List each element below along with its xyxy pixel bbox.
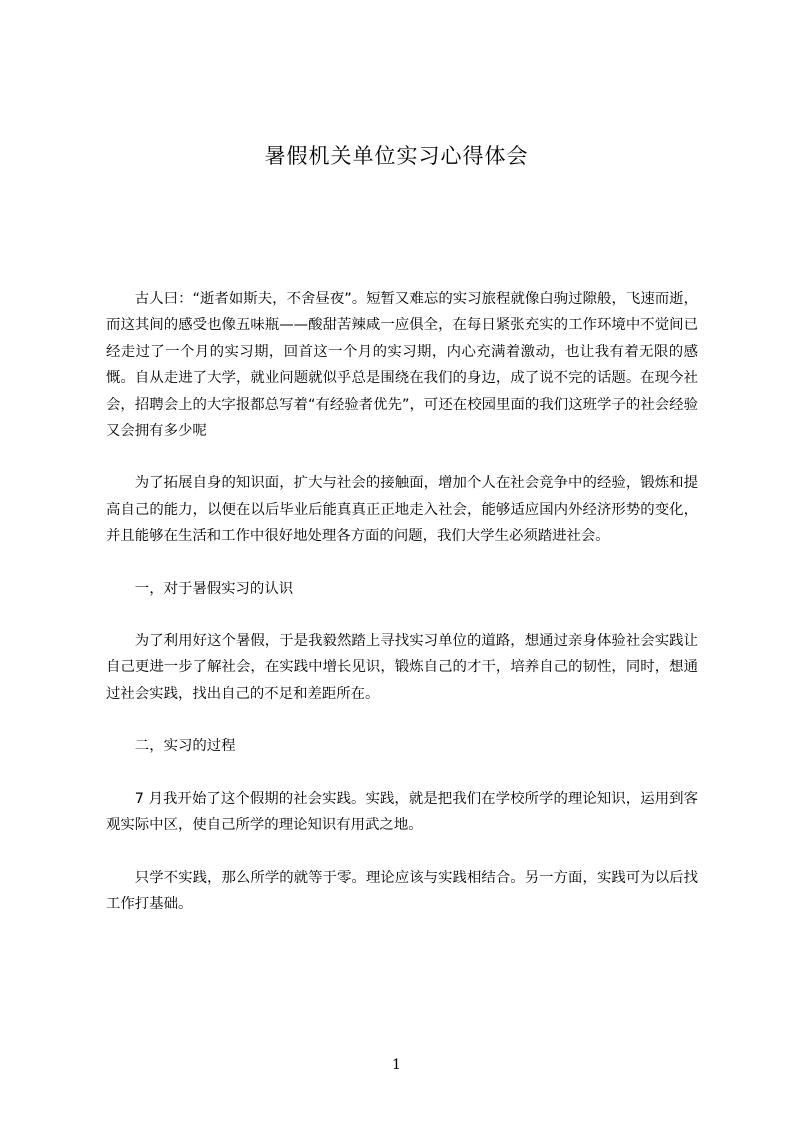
paragraph-july-practice: 7 月我开始了这个假期的社会实践。实践，就是把我们在学校所学的理论知识，运用到客观实际中区，使自己所学的理论知识有用武之地。 <box>106 790 698 834</box>
section-heading-understanding: 一，对于暑假实习的认识 <box>134 580 294 597</box>
paragraph-theory-practice: 只学不实践，那么所学的就等于零。理论应该与实践相结合。另一方面，实践可为以后找工作打基础。 <box>106 869 698 912</box>
section-heading-process: 二，实习的过程 <box>134 738 236 755</box>
page-number: 1 <box>392 1057 401 1073</box>
paragraph-intro: 古人曰：“逝者如斯夫，不舍昼夜”。短暂又难忘的实习旅程就像白驹过隙般，飞速而逝，而这其间的感受也像五味瓶——酸甜苦辣咸一应俱全，在每日紧张充实的工作环境中不觉间已经走过了一个月的实习期，回首这一个月的实习期，内心充满着激动，也让我有着无限的感慨。自从走进了大学，就业问题就似乎总是围绕在我们的身边，成了说不完的话题。在现今社会，招聘会上的大字报都总写着“有经验者优先”，可还在校园里面的我们这班学子的社会经验又会拥有多少呢 <box>106 291 698 440</box>
document-title: 暑假机关单位实习心得体会 <box>264 144 529 168</box>
paragraph-understanding: 为了利用好这个暑假，于是我毅然踏上寻找实习单位的道路，想通过亲身体验社会实践让自己更进一步了解社会，在实践中增长见识，锻炼自己的才干，培养自己的韧性，同时，想通过社会实践，找出自己的不足和差距所在。 <box>106 633 698 702</box>
document-body <box>106 286 698 943</box>
paragraph-purpose: 为了拓展自身的知识面，扩大与社会的接触面，增加个人在社会竞争中的经验，锻炼和提高自己的能力，以便在以后毕业后能真真正正地走入社会，能够适应国内外经济形势的变化，并且能够在生活和工作中很好地处理各方面的问题，我们大学生必须踏进社会。 <box>106 475 698 545</box>
